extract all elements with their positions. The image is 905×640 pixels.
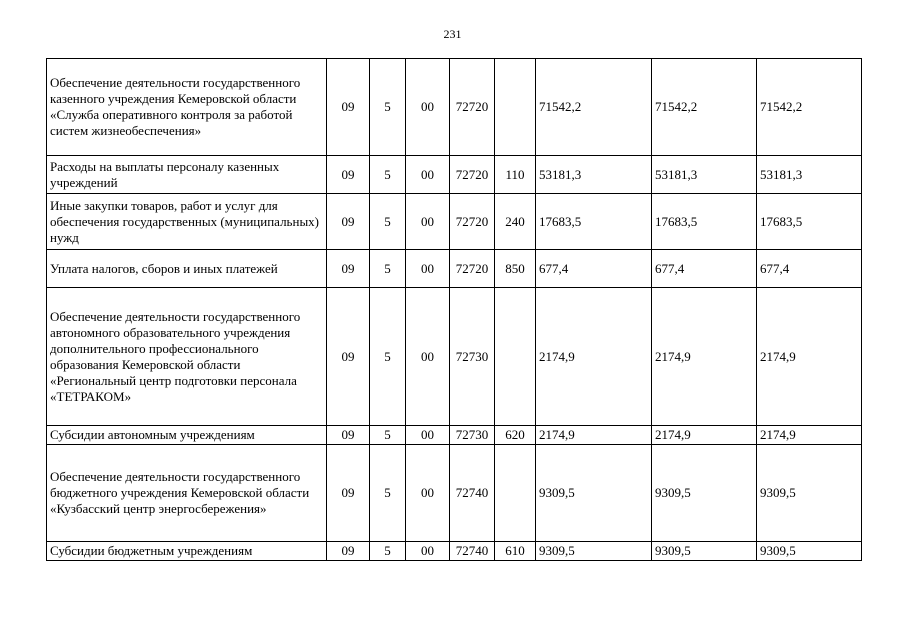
row-target-code: 72730 [450, 288, 495, 426]
row-expense-type: 620 [495, 426, 536, 445]
table-row [47, 156, 862, 194]
row-value-1: 677,4 [536, 250, 652, 288]
row-value-3: 71542,2 [757, 59, 862, 156]
row-name: Обеспечение деятельности государственного казенного учреждения Кемеровской области «Служба оперативного контроля за работой систем жизнеобеспечения» [47, 59, 327, 156]
row-section: 09 [327, 426, 370, 445]
row-subsection: 5 [370, 288, 406, 426]
row-name: Иные закупки товаров, работ и услуг для обеспечения государственных (муниципальных) нужд [47, 194, 327, 250]
row-expense-type: 610 [495, 542, 536, 561]
row-target-code: 72730 [450, 426, 495, 445]
row-section: 09 [327, 156, 370, 194]
row-subsection: 5 [370, 156, 406, 194]
row-target-code: 72720 [450, 59, 495, 156]
row-name: Расходы на выплаты персоналу казенных учреждений [47, 156, 327, 194]
row-value-1: 9309,5 [536, 542, 652, 561]
row-expense-type [495, 445, 536, 542]
row-program-part: 00 [406, 194, 450, 250]
row-expense-type: 240 [495, 194, 536, 250]
table-row [47, 426, 862, 445]
table-row [47, 445, 862, 542]
row-value-3: 2174,9 [757, 288, 862, 426]
row-name: Субсидии бюджетным учреждениям [47, 542, 327, 561]
row-expense-type: 850 [495, 250, 536, 288]
row-expense-type [495, 288, 536, 426]
row-subsection: 5 [370, 59, 406, 156]
row-expense-type [495, 59, 536, 156]
row-subsection: 5 [370, 542, 406, 561]
row-value-2: 677,4 [652, 250, 757, 288]
row-section: 09 [327, 194, 370, 250]
row-program-part: 00 [406, 59, 450, 156]
row-expense-type: 110 [495, 156, 536, 194]
row-name: Обеспечение деятельности государственного автономного образовательного учреждения дополнительного профессионального образования Кемеровской области «Региональный центр подготовки персонала «ТЕТРАКОМ» [47, 288, 327, 426]
budget-table [46, 58, 862, 561]
row-value-1: 2174,9 [536, 426, 652, 445]
row-section: 09 [327, 59, 370, 156]
row-program-part: 00 [406, 542, 450, 561]
page-number: 231 [443, 27, 462, 41]
row-subsection: 5 [370, 426, 406, 445]
row-value-3: 677,4 [757, 250, 862, 288]
row-value-1: 9309,5 [536, 445, 652, 542]
table-row [47, 250, 862, 288]
row-target-code: 72720 [450, 250, 495, 288]
row-value-1: 17683,5 [536, 194, 652, 250]
row-program-part: 00 [406, 156, 450, 194]
row-value-2: 71542,2 [652, 59, 757, 156]
row-target-code: 72720 [450, 194, 495, 250]
row-value-2: 53181,3 [652, 156, 757, 194]
row-value-1: 53181,3 [536, 156, 652, 194]
row-value-3: 9309,5 [757, 445, 862, 542]
row-subsection: 5 [370, 250, 406, 288]
row-value-3: 9309,5 [757, 542, 862, 561]
row-target-code: 72740 [450, 542, 495, 561]
table-row [47, 194, 862, 250]
row-value-3: 2174,9 [757, 426, 862, 445]
row-value-2: 17683,5 [652, 194, 757, 250]
row-value-3: 53181,3 [757, 156, 862, 194]
row-program-part: 00 [406, 250, 450, 288]
row-subsection: 5 [370, 445, 406, 542]
row-target-code: 72740 [450, 445, 495, 542]
row-program-part: 00 [406, 445, 450, 542]
row-value-1: 2174,9 [536, 288, 652, 426]
row-section: 09 [327, 542, 370, 561]
row-subsection: 5 [370, 194, 406, 250]
row-name: Субсидии автономным учреждениям [47, 426, 327, 445]
row-value-2: 9309,5 [652, 445, 757, 542]
row-target-code: 72720 [450, 156, 495, 194]
row-name: Обеспечение деятельности государственного бюджетного учреждения Кемеровской области «Кузбасский центр энергосбережения» [47, 445, 327, 542]
row-section: 09 [327, 288, 370, 426]
row-value-2: 9309,5 [652, 542, 757, 561]
row-program-part: 00 [406, 288, 450, 426]
row-section: 09 [327, 250, 370, 288]
row-program-part: 00 [406, 426, 450, 445]
row-value-2: 2174,9 [652, 288, 757, 426]
table-row [47, 288, 862, 426]
table-row [47, 59, 862, 156]
row-value-1: 71542,2 [536, 59, 652, 156]
table-row [47, 542, 862, 561]
row-name: Уплата налогов, сборов и иных платежей [47, 250, 327, 288]
row-value-3: 17683,5 [757, 194, 862, 250]
row-section: 09 [327, 445, 370, 542]
row-value-2: 2174,9 [652, 426, 757, 445]
